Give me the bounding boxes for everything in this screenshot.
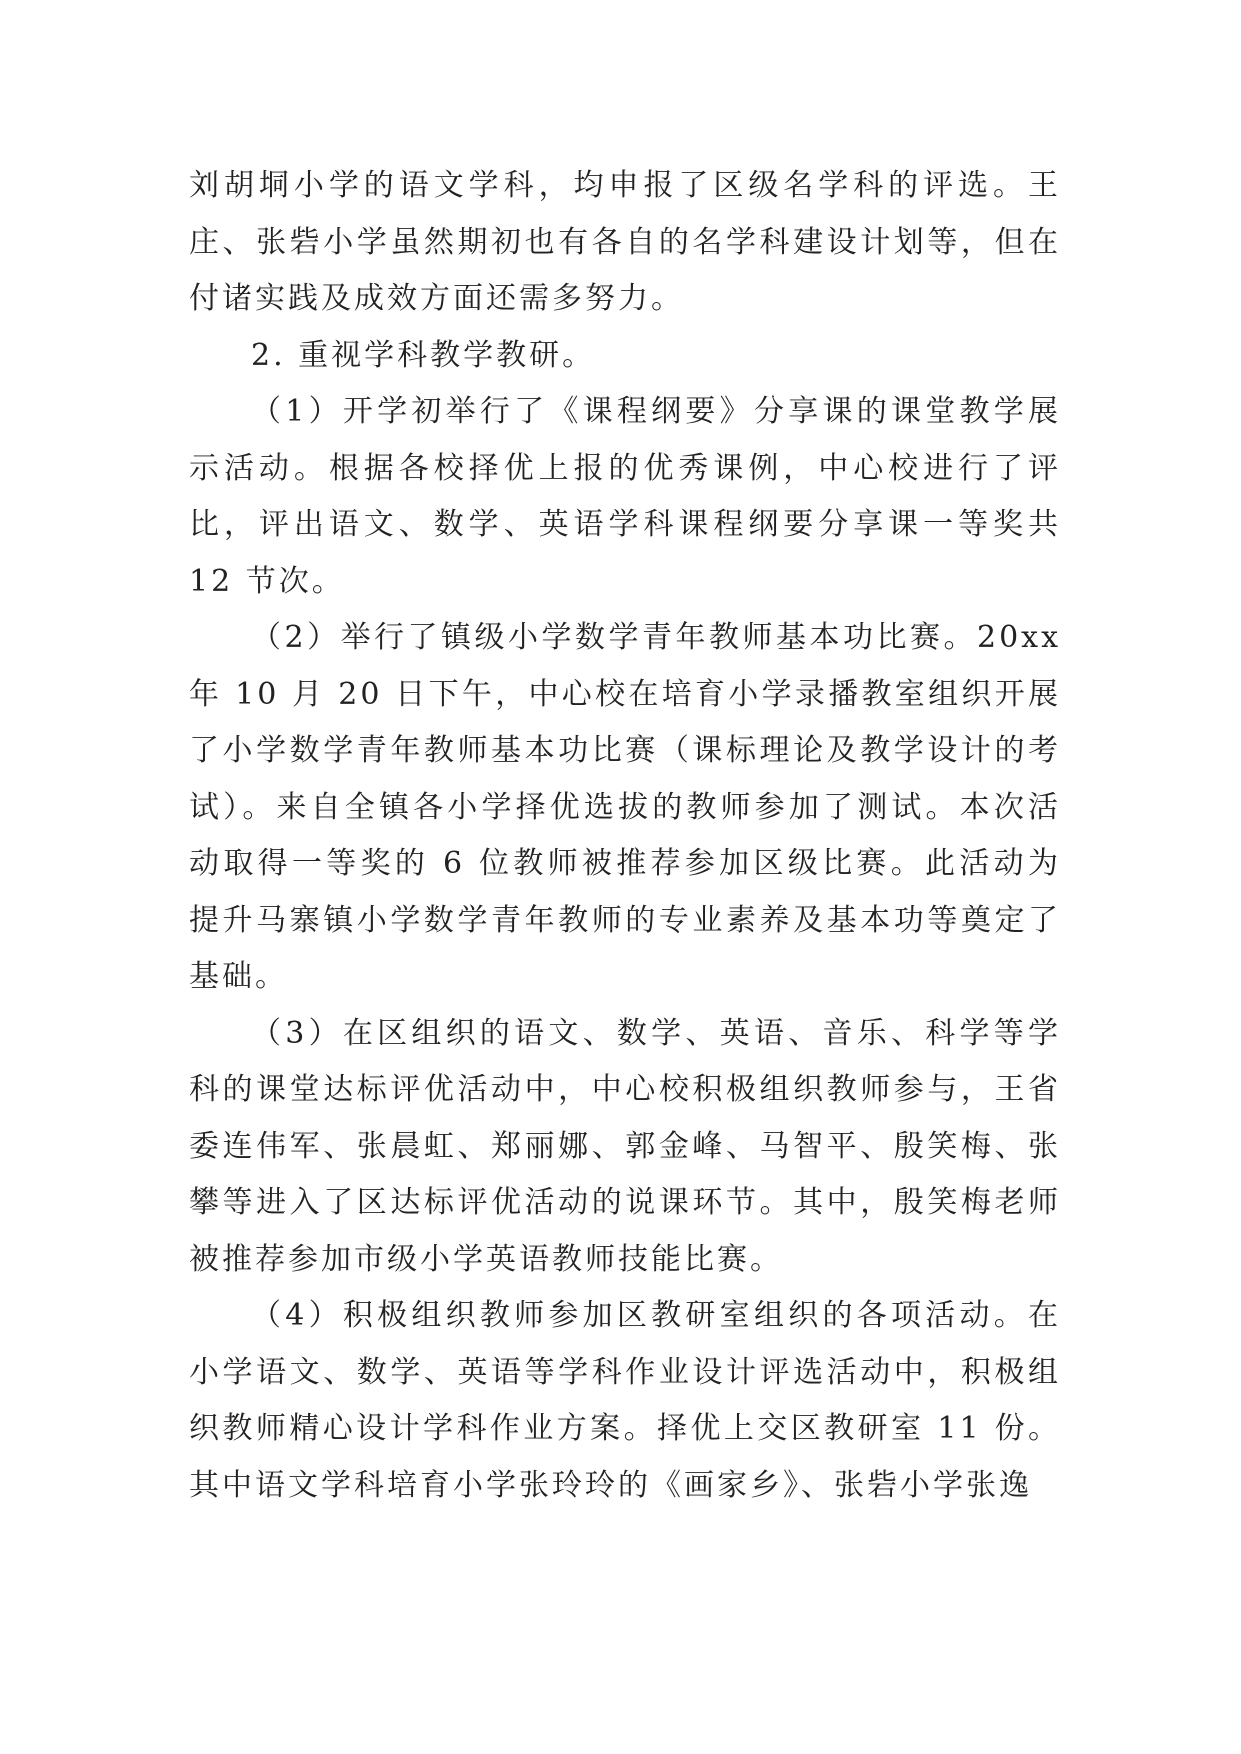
paragraph-item-1: （1）开学初举行了《课程纲要》分享课的课堂教学展示活动。根据各校择优上报的优秀课例，中心校进行了评比，评出语文、数学、英语学科课程纲要分享课一等奖共 12 节次。 [189, 394, 1061, 599]
paragraph-continuation: 刘胡垌小学的语文学科，均申报了区级名学科的评选。王庄、张砦小学虽然期初也有各自的名学科建设计划等，但在付诸实践及成效方面还需多努力。 [189, 168, 1061, 316]
paragraph-item-3: （3）在区组织的语文、数学、英语、音乐、科学等学科的课堂达标评优活动中，中心校积极组织教师参与，王省委连伟军、张晨虹、郑丽娜、郭金峰、马智平、殷笑梅、张攀等进入了区达标评优活动的说课环节。其中，殷笑梅老师被推荐参加市级小学英语教师技能比赛。 [189, 1015, 1061, 1277]
section-heading: 2. 重视学科教学教研。 [251, 337, 596, 373]
paragraph-item-4: （4）积极组织教师参加区教研室组织的各项活动。在小学语文、数学、英语等学科作业设计评选活动中，积极组织教师精心设计学科作业方案。择优上交区教研室 11 份。其中语文学科培育小学张玲玲的《画家乡》、张砦小学张逸 [189, 1298, 1061, 1503]
paragraph-item-2: （2）举行了镇级小学数学青年教师基本功比赛。20xx 年 10 月 20 日下午，中心校在培育小学录播教室组织开展了小学数学青年教师基本功比赛（课标理论及教学设计的考试）。来自全镇各小学择优选拔的教师参加了测试。本次活动取得一等奖的 6 位教师被推荐参加区级比赛。此活动为提升马寨镇小学数学青年教师的专业素养及基本功等奠定了基础。 [189, 620, 1061, 994]
document-body [189, 158, 1061, 1514]
